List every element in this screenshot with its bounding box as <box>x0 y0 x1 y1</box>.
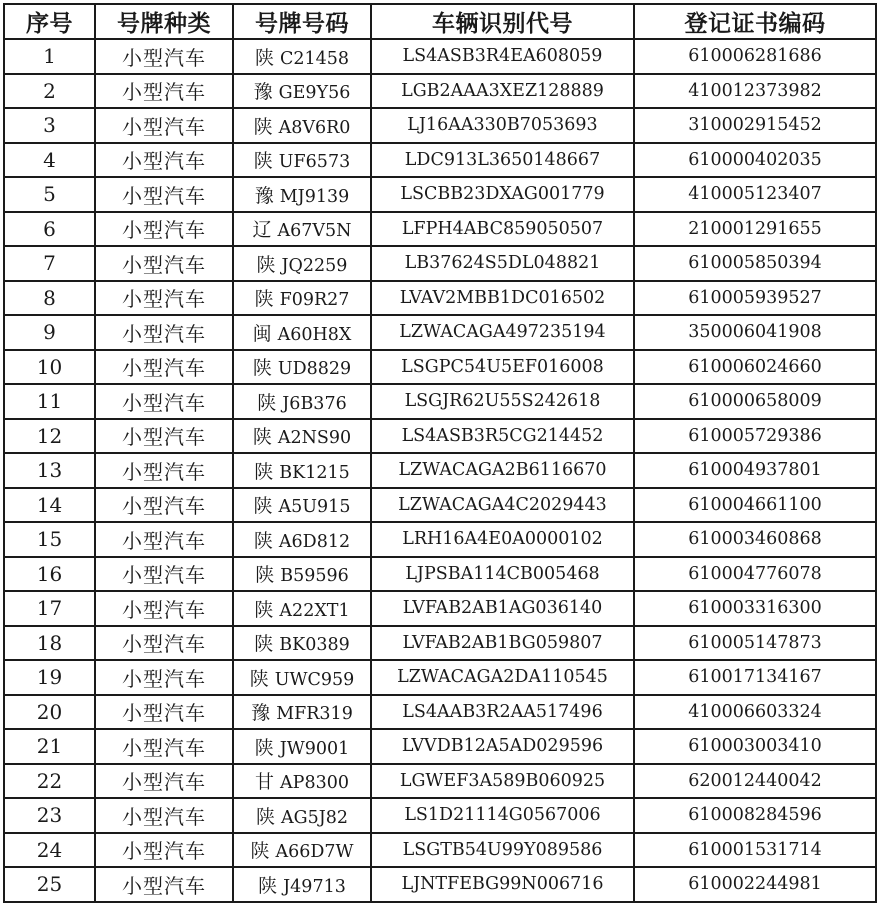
cell-plate-type: 小型汽车 <box>95 798 233 833</box>
cell-plate-type: 小型汽车 <box>95 833 233 868</box>
plate-province: 陕 <box>254 633 274 656</box>
table-row <box>4 453 876 488</box>
plate-province: 陕 <box>254 736 274 759</box>
cell-plate-number <box>233 867 371 902</box>
plate-code: A2NS90 <box>277 428 352 449</box>
cell-seq: 10 <box>4 350 95 385</box>
cell-vin: LVFAB2AB1BG059807 <box>371 626 634 661</box>
cell-plate-number <box>233 695 371 730</box>
cell-certificate-number: 610005729386 <box>634 419 876 454</box>
plate-province: 陕 <box>253 150 273 173</box>
table-row <box>4 488 876 523</box>
header-vin: 车辆识别代号 <box>371 4 634 39</box>
table-body <box>4 39 876 902</box>
plate-code: A5U915 <box>278 497 351 518</box>
cell-plate-type: 小型汽车 <box>95 626 233 661</box>
cell-certificate-number: 610004937801 <box>634 453 876 488</box>
cell-plate-type: 小型汽车 <box>95 315 233 350</box>
cell-vin: LZWACAGA497235194 <box>371 315 634 350</box>
cell-certificate-number: 610003003410 <box>634 729 876 764</box>
cell-plate-number <box>233 246 371 281</box>
cell-seq: 21 <box>4 729 95 764</box>
cell-plate-number <box>233 419 371 454</box>
plate-province: 闽 <box>252 322 272 345</box>
cell-seq: 6 <box>4 212 95 247</box>
table-row <box>4 74 876 109</box>
cell-plate-number <box>233 315 371 350</box>
cell-plate-number <box>233 212 371 247</box>
plate-province: 陕 <box>255 805 275 828</box>
cell-seq: 7 <box>4 246 95 281</box>
cell-plate-type: 小型汽车 <box>95 488 233 523</box>
cell-plate-type: 小型汽车 <box>95 108 233 143</box>
cell-vin: LS4AAB3R2AA517496 <box>371 695 634 730</box>
cell-plate-number <box>233 626 371 661</box>
cell-certificate-number: 610006281686 <box>634 39 876 74</box>
table-row <box>4 660 876 695</box>
plate-code: MJ9139 <box>279 186 350 207</box>
cell-plate-type: 小型汽车 <box>95 522 233 557</box>
cell-certificate-number: 610005147873 <box>634 626 876 661</box>
cell-plate-number <box>233 729 371 764</box>
table-row <box>4 764 876 799</box>
header-plate-type: 号牌种类 <box>95 4 233 39</box>
cell-plate-type: 小型汽车 <box>95 557 233 592</box>
cell-seq: 15 <box>4 522 95 557</box>
plate-code: JW9001 <box>279 738 350 759</box>
cell-plate-type: 小型汽车 <box>95 384 233 419</box>
cell-certificate-number: 610005939527 <box>634 281 876 316</box>
plate-code: F09R27 <box>279 290 350 311</box>
plate-code: J49713 <box>283 876 346 897</box>
cell-plate-type: 小型汽车 <box>95 246 233 281</box>
cell-vin: LZWACAGA4C2029443 <box>371 488 634 523</box>
plate-province: 辽 <box>252 219 272 242</box>
cell-plate-type: 小型汽车 <box>95 419 233 454</box>
cell-plate-type: 小型汽车 <box>95 764 233 799</box>
cell-vin: LSGPC54U5EF016008 <box>371 350 634 385</box>
plate-code: AG5J82 <box>280 807 349 828</box>
table-row <box>4 39 876 74</box>
cell-plate-type: 小型汽车 <box>95 177 233 212</box>
table-row <box>4 557 876 592</box>
cell-vin: LJNTFEBG99N006716 <box>371 867 634 902</box>
cell-plate-type: 小型汽车 <box>95 281 233 316</box>
cell-seq: 23 <box>4 798 95 833</box>
cell-seq: 18 <box>4 626 95 661</box>
plate-code: A6D812 <box>278 531 351 552</box>
cell-seq: 14 <box>4 488 95 523</box>
cell-plate-type: 小型汽车 <box>95 453 233 488</box>
cell-vin: LGWEF3A589B060925 <box>371 764 634 799</box>
cell-certificate-number: 410006603324 <box>634 695 876 730</box>
plate-code: A8V6R0 <box>278 117 351 138</box>
cell-plate-type: 小型汽车 <box>95 350 233 385</box>
cell-plate-number <box>233 522 371 557</box>
cell-vin: LSGJR62U55S242618 <box>371 384 634 419</box>
header-plate-number: 号牌号码 <box>233 4 371 39</box>
cell-certificate-number: 410005123407 <box>634 177 876 212</box>
table-row <box>4 419 876 454</box>
cell-plate-number <box>233 177 371 212</box>
plate-code: AP8300 <box>280 773 349 794</box>
cell-vin: LVAV2MBB1DC016502 <box>371 281 634 316</box>
table-row <box>4 350 876 385</box>
cell-certificate-number: 610004776078 <box>634 557 876 592</box>
cell-certificate-number: 350006041908 <box>634 315 876 350</box>
cell-certificate-number: 610005850394 <box>634 246 876 281</box>
cell-certificate-number: 610006024660 <box>634 350 876 385</box>
plate-province: 豫 <box>251 702 271 725</box>
plate-code: BK0389 <box>279 635 350 656</box>
cell-plate-number <box>233 108 371 143</box>
cell-certificate-number: 310002915452 <box>634 108 876 143</box>
cell-seq: 5 <box>4 177 95 212</box>
plate-code: GE9Y56 <box>278 83 351 104</box>
cell-seq: 1 <box>4 39 95 74</box>
table-row <box>4 143 876 178</box>
cell-plate-type: 小型汽车 <box>95 695 233 730</box>
cell-seq: 2 <box>4 74 95 109</box>
cell-plate-number <box>233 833 371 868</box>
cell-plate-number <box>233 39 371 74</box>
cell-certificate-number: 610001531714 <box>634 833 876 868</box>
cell-plate-type: 小型汽车 <box>95 212 233 247</box>
plate-province: 陕 <box>253 115 273 138</box>
table-header-row <box>4 4 876 39</box>
cell-plate-number <box>233 350 371 385</box>
cell-plate-number <box>233 384 371 419</box>
cell-seq: 4 <box>4 143 95 178</box>
table-row <box>4 212 876 247</box>
cell-certificate-number: 610008284596 <box>634 798 876 833</box>
cell-certificate-number: 610002244981 <box>634 867 876 902</box>
plate-province: 陕 <box>256 253 276 276</box>
cell-vin: LS1D21114G0567006 <box>371 798 634 833</box>
cell-plate-number <box>233 591 371 626</box>
plate-province: 豫 <box>254 184 274 207</box>
plate-province: 陕 <box>249 667 269 690</box>
header-seq: 序号 <box>4 4 95 39</box>
table-row <box>4 384 876 419</box>
table-row <box>4 108 876 143</box>
table-row <box>4 522 876 557</box>
table-row <box>4 867 876 902</box>
cell-certificate-number: 610000402035 <box>634 143 876 178</box>
plate-province: 陕 <box>250 840 270 863</box>
table-row <box>4 626 876 661</box>
cell-certificate-number: 410012373982 <box>634 74 876 109</box>
cell-vin: LRH16A4E0A0000102 <box>371 522 634 557</box>
plate-province: 陕 <box>254 460 274 483</box>
table-row <box>4 695 876 730</box>
cell-vin: LS4ASB3R4EA608059 <box>371 39 634 74</box>
cell-seq: 19 <box>4 660 95 695</box>
plate-code: A22XT1 <box>279 600 350 621</box>
table-row <box>4 729 876 764</box>
plate-province: 陕 <box>257 391 277 414</box>
cell-seq: 24 <box>4 833 95 868</box>
cell-vin: LJ16AA330B7053693 <box>371 108 634 143</box>
table-row <box>4 591 876 626</box>
cell-plate-number <box>233 764 371 799</box>
plate-province: 陕 <box>258 874 278 897</box>
plate-code: A60H8X <box>277 324 352 345</box>
cell-vin: LZWACAGA2DA110545 <box>371 660 634 695</box>
cell-plate-type: 小型汽车 <box>95 74 233 109</box>
cell-seq: 22 <box>4 764 95 799</box>
cell-plate-number <box>233 488 371 523</box>
plate-province: 陕 <box>254 598 274 621</box>
plate-code: JQ2259 <box>281 255 348 276</box>
cell-vin: LSGTB54U99Y089586 <box>371 833 634 868</box>
plate-province: 甘 <box>255 771 275 794</box>
plate-province: 陕 <box>253 495 273 518</box>
cell-seq: 17 <box>4 591 95 626</box>
cell-certificate-number: 210001291655 <box>634 212 876 247</box>
cell-vin: LVVDB12A5AD029596 <box>371 729 634 764</box>
cell-seq: 25 <box>4 867 95 902</box>
cell-certificate-number: 620012440042 <box>634 764 876 799</box>
cell-certificate-number: 610000658009 <box>634 384 876 419</box>
plate-code: A66D7W <box>275 842 354 863</box>
plate-province: 陕 <box>255 564 275 587</box>
cell-seq: 3 <box>4 108 95 143</box>
cell-plate-type: 小型汽车 <box>95 729 233 764</box>
cell-vin: LJPSBA114CB005468 <box>371 557 634 592</box>
cell-plate-number <box>233 453 371 488</box>
cell-vin: LDC913L3650148667 <box>371 143 634 178</box>
cell-certificate-number: 610017134167 <box>634 660 876 695</box>
plate-province: 陕 <box>254 288 274 311</box>
cell-plate-type: 小型汽车 <box>95 867 233 902</box>
cell-seq: 16 <box>4 557 95 592</box>
plate-code: UWC959 <box>274 669 355 690</box>
cell-vin: LB37624S5DL048821 <box>371 246 634 281</box>
plate-code: UD8829 <box>277 359 352 380</box>
plate-code: MFR319 <box>276 704 353 725</box>
table-row <box>4 281 876 316</box>
cell-plate-type: 小型汽车 <box>95 660 233 695</box>
cell-vin: LFPH4ABC859050507 <box>371 212 634 247</box>
plate-province: 豫 <box>253 81 273 104</box>
cell-seq: 12 <box>4 419 95 454</box>
table-row <box>4 177 876 212</box>
plate-code: C21458 <box>279 48 350 69</box>
header-certificate-number: 登记证书编码 <box>634 4 876 39</box>
cell-seq: 9 <box>4 315 95 350</box>
cell-vin: LSCBB23DXAG001779 <box>371 177 634 212</box>
cell-vin: LGB2AAA3XEZ128889 <box>371 74 634 109</box>
cell-plate-number <box>233 557 371 592</box>
cell-plate-type: 小型汽车 <box>95 39 233 74</box>
plate-code: A67V5N <box>277 221 352 242</box>
cell-plate-type: 小型汽车 <box>95 143 233 178</box>
plate-code: UF6573 <box>278 152 351 173</box>
cell-plate-type: 小型汽车 <box>95 591 233 626</box>
cell-seq: 8 <box>4 281 95 316</box>
cell-vin: LZWACAGA2B6116670 <box>371 453 634 488</box>
plate-code: B59596 <box>280 566 349 587</box>
cell-plate-number <box>233 660 371 695</box>
plate-province: 陕 <box>254 46 274 69</box>
plate-code: BK1215 <box>279 462 350 483</box>
table-row <box>4 798 876 833</box>
cell-certificate-number: 610004661100 <box>634 488 876 523</box>
table-row <box>4 315 876 350</box>
cell-vin: LS4ASB3R5CG214452 <box>371 419 634 454</box>
plate-province: 陕 <box>252 426 272 449</box>
cell-certificate-number: 610003460868 <box>634 522 876 557</box>
cell-seq: 13 <box>4 453 95 488</box>
cell-plate-number <box>233 74 371 109</box>
cell-plate-number <box>233 143 371 178</box>
cell-certificate-number: 610003316300 <box>634 591 876 626</box>
vehicle-registration-table <box>3 3 877 903</box>
table-row <box>4 246 876 281</box>
cell-plate-number <box>233 798 371 833</box>
vehicle-registration-table-sheet <box>3 3 875 902</box>
plate-province: 陕 <box>252 357 272 380</box>
cell-vin: LVFAB2AB1AG036140 <box>371 591 634 626</box>
plate-province: 陕 <box>253 529 273 552</box>
plate-code: J6B376 <box>282 393 347 414</box>
cell-plate-number <box>233 281 371 316</box>
cell-seq: 11 <box>4 384 95 419</box>
cell-seq: 20 <box>4 695 95 730</box>
table-row <box>4 833 876 868</box>
